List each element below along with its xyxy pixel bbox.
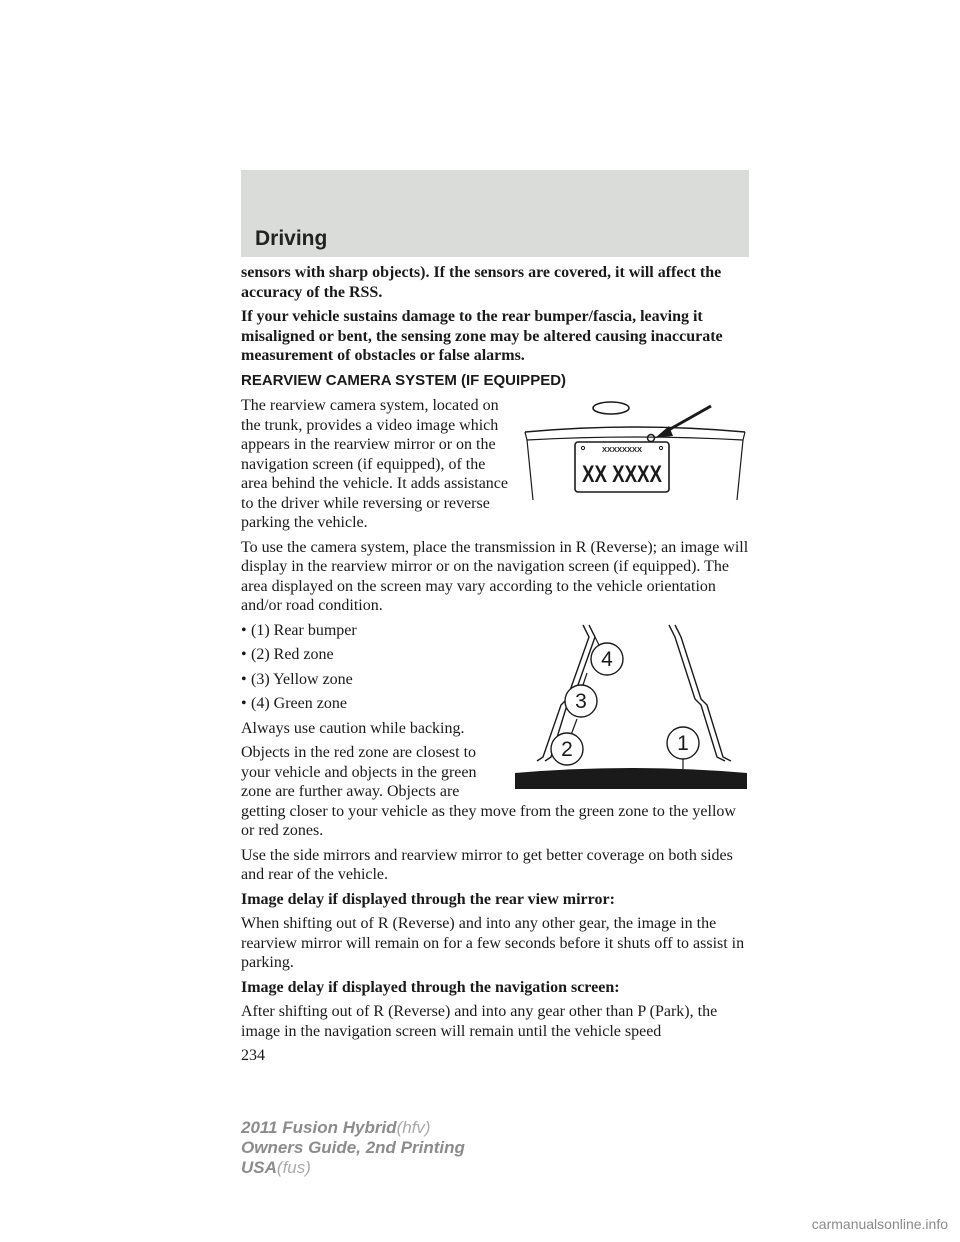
footer-model: 2011 Fusion Hybrid: [241, 1118, 397, 1137]
trunk-lamp-shape: [593, 402, 629, 414]
paragraph-nav-delay: After shifting out of R (Reverse) and into any gear other than P (Park), the image in the navigation screen will remain until the vehicle speed: [241, 1003, 718, 1040]
zone-label-2-text: 2: [561, 737, 573, 761]
paragraph-caution: Always use caution while backing.: [241, 719, 465, 737]
footer-printing: Owners Guide, 2nd Printing: [241, 1138, 465, 1157]
label-leader-2: [571, 719, 577, 735]
watermark-link[interactable]: carmanualsonline.info: [811, 1216, 948, 1232]
plate-small-text: XXXXXXXX: [601, 445, 643, 454]
trunk-edge-lower: [525, 432, 745, 440]
zone-label-1-text: 1: [677, 731, 689, 755]
footer-region-code: (fus): [276, 1158, 311, 1177]
paragraph-mirrors: Use the side mirrors and rearview mirror to get better coverage on both sides and rear of the vehicle.: [241, 846, 733, 883]
paragraph-damage-warning: If your vehicle sustains damage to the rear bumper/fascia, leaving it misaligned or bent, the sensing zone may be altered causing inaccurate measurement of obstacles or false alarms.: [241, 308, 723, 364]
paragraph-sensors-warning: sensors with sharp objects). If the sensors are covered, it will affect the accuracy of the RSS.: [241, 264, 722, 301]
camera-lens-icon: [648, 435, 655, 442]
rear-bumper-shape: [515, 768, 747, 789]
section-title: Driving: [255, 227, 328, 250]
footer-line-region: [241, 1158, 465, 1178]
trunk-side-right: [737, 440, 743, 500]
list-item: • (2) Red zone: [241, 645, 751, 665]
zone-label-4-text: 4: [601, 647, 613, 671]
trunk-camera-illustration: [519, 400, 751, 512]
trunk-side-left: [527, 440, 533, 500]
trunk-lid-outline: [525, 427, 745, 432]
paragraph-camera-description: The rearview camera system, located on the trunk, provides a video image which appears in the rearview mirror or on the navigation screen (if equipped), of the area behind the vehicle. It adds assistance to the driver while reversing or reverse parking the vehicle.: [241, 397, 508, 531]
zone-label-3-text: 3: [575, 689, 587, 713]
paragraph-zone-explanation: Objects in the red zone are closest to your vehicle and objects in the green zone are further away. Objects are getting closer to your vehicle as they move from the green zone to the yellow or red zones.: [241, 744, 736, 839]
plate-large-text: XX XXXX: [582, 461, 662, 488]
list-item: • (1) Rear bumper: [241, 621, 751, 641]
footer-region: USA: [241, 1158, 277, 1177]
list-item: • (3) Yellow zone: [241, 670, 751, 690]
document-footer: [241, 1118, 465, 1178]
heading-nav-delay: Image delay if displayed through the navigation screen:: [241, 978, 620, 996]
list-item: • (4) Green zone: [241, 694, 751, 714]
heading-mirror-delay: Image delay if displayed through the rear view mirror:: [241, 890, 615, 908]
page-number: 234: [241, 1047, 265, 1064]
footer-model-code: (hfv): [396, 1118, 431, 1137]
paragraph-mirror-delay: When shifting out of R (Reverse) and into any other gear, the image in the rearview mirror will remain on for a few seconds before it shuts off to assist in parking.: [241, 915, 745, 971]
paragraph-camera-usage: To use the camera system, place the transmission in R (Reverse); an image will display in the rearview mirror or on the navigation screen (if equipped). The area displayed on the screen may vary according to the vehicle orientation and/or road condition.: [241, 538, 749, 614]
heading-rearview-camera: REARVIEW CAMERA SYSTEM (IF EQUIPPED): [241, 371, 567, 389]
page-content: [241, 263, 751, 1066]
footer-line-model: [241, 1118, 465, 1138]
